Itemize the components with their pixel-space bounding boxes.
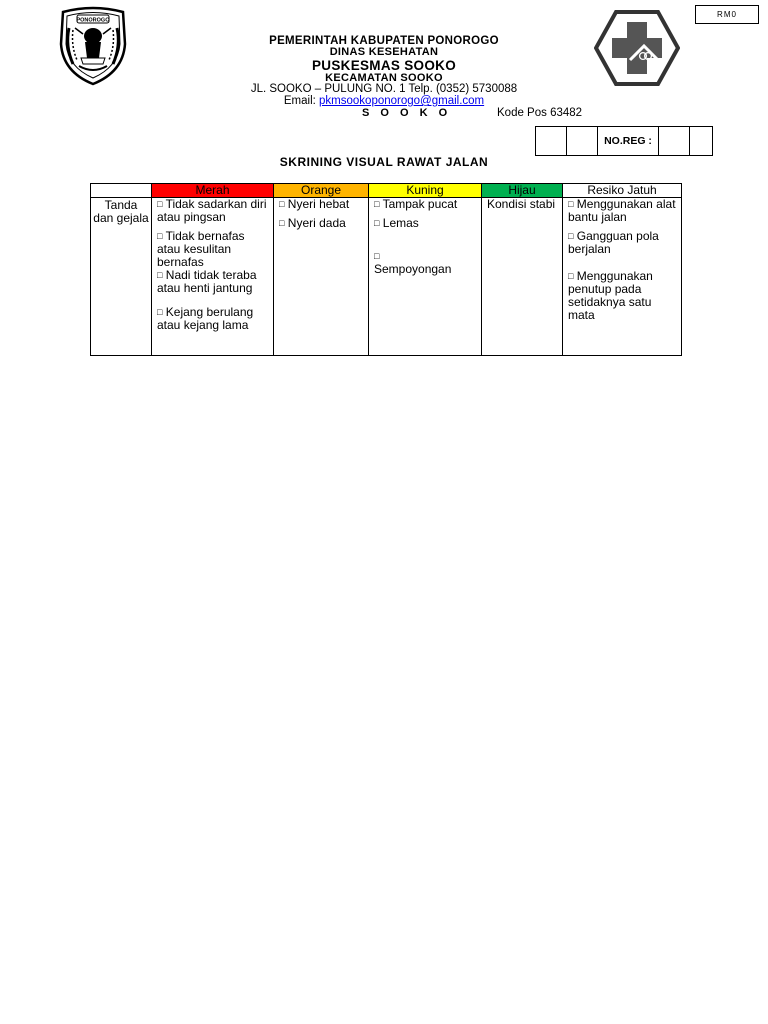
email-label: Email: [283,95,320,107]
header-merah: Merah [152,184,274,198]
item-text: Lemas [382,216,419,230]
emblem-text: PONOROGO [76,17,110,24]
checkbox-icon[interactable]: □ [157,231,163,241]
checkbox-icon[interactable]: □ [568,231,574,241]
checklist-item[interactable] [157,306,268,332]
item-text: Nadi tidak teraba atau henti jantung [157,268,257,295]
kuning-cell [369,198,482,356]
item-text: Sempoyongan [374,262,452,276]
reg-cell[interactable] [536,127,567,156]
item-text: Menggunakan penutup pada setidaknya satu mata [568,269,653,322]
postal-code: Kode Pos 63482 [497,107,583,119]
registration-number-table [535,126,713,156]
reg-cell[interactable] [659,127,690,156]
email-line [0,95,768,107]
checklist-item[interactable] [279,217,363,230]
orange-cell [274,198,369,356]
email-link[interactable]: pkmsookoponorogo@gmail.com [319,95,485,107]
checklist-item[interactable] [157,198,268,224]
item-text: Menggunakan alat bantu jalan [568,197,676,224]
hijau-cell: Kondisi stabi [482,198,563,356]
item-text: Nyeri dada [287,216,346,230]
checkbox-icon[interactable]: □ [157,199,163,209]
item-text: Nyeri hebat [287,197,350,211]
form-title: SKRINING VISUAL RAWAT JALAN [279,155,489,169]
department-name: DINAS KESEHATAN [329,46,439,58]
header-orange: Orange [274,184,369,198]
item-text: Tidak sadarkan diri atau pingsan [157,197,267,224]
checklist-item[interactable] [374,217,476,230]
reg-cell[interactable] [567,127,598,156]
reg-label: NO.REG : [598,127,659,156]
merah-cell [152,198,274,356]
checkbox-icon[interactable]: □ [279,199,285,209]
checkbox-icon[interactable]: □ [374,251,380,261]
item-text: Gangguan pola berjalan [568,229,659,256]
row-label: Tanda dan gejala [91,198,152,356]
checkbox-icon[interactable]: □ [568,271,574,281]
address-line: JL. SOOKO – PULUNG NO. 1 Telp. (0352) 5730088 [250,83,518,95]
checkbox-icon[interactable]: □ [374,218,380,228]
header-kuning: Kuning [369,184,482,198]
reg-cell[interactable] [690,127,713,156]
document-code-box: RM0 [695,5,759,24]
checkbox-icon[interactable]: □ [157,307,163,317]
checkbox-icon[interactable]: □ [157,270,163,280]
checkbox-icon[interactable]: □ [374,199,380,209]
checkbox-icon[interactable]: □ [568,199,574,209]
district-name: KECAMATAN SOOKO [325,72,443,84]
checklist-item[interactable] [157,269,268,295]
symptom-row [91,198,682,356]
government-name: PEMERINTAH KABUPATEN PONOROGO [269,35,499,47]
item-text: Kejang berulang atau kejang lama [157,305,254,332]
checklist-item[interactable] [568,198,676,224]
checklist-item[interactable] [279,198,363,211]
checklist-item[interactable] [568,270,676,322]
checklist-item[interactable] [374,250,476,276]
checklist-item[interactable] [157,230,268,269]
resiko-jatuh-cell [563,198,682,356]
header-resiko-jatuh: Resiko Jatuh [563,184,682,198]
institution-name: PUSKESMAS SOOKO [311,58,457,73]
triage-table [90,183,682,356]
item-text: Tidak bernafas atau kesulitan bernafas [157,229,245,269]
header-blank [91,184,152,198]
checkbox-icon[interactable]: □ [279,218,285,228]
checklist-item[interactable] [374,198,476,211]
checklist-item[interactable] [568,230,676,256]
header-row [91,184,682,198]
header-hijau: Hijau [482,184,563,198]
item-text: Tampak pucat [382,197,458,211]
city-name: S O O K O [362,107,452,119]
